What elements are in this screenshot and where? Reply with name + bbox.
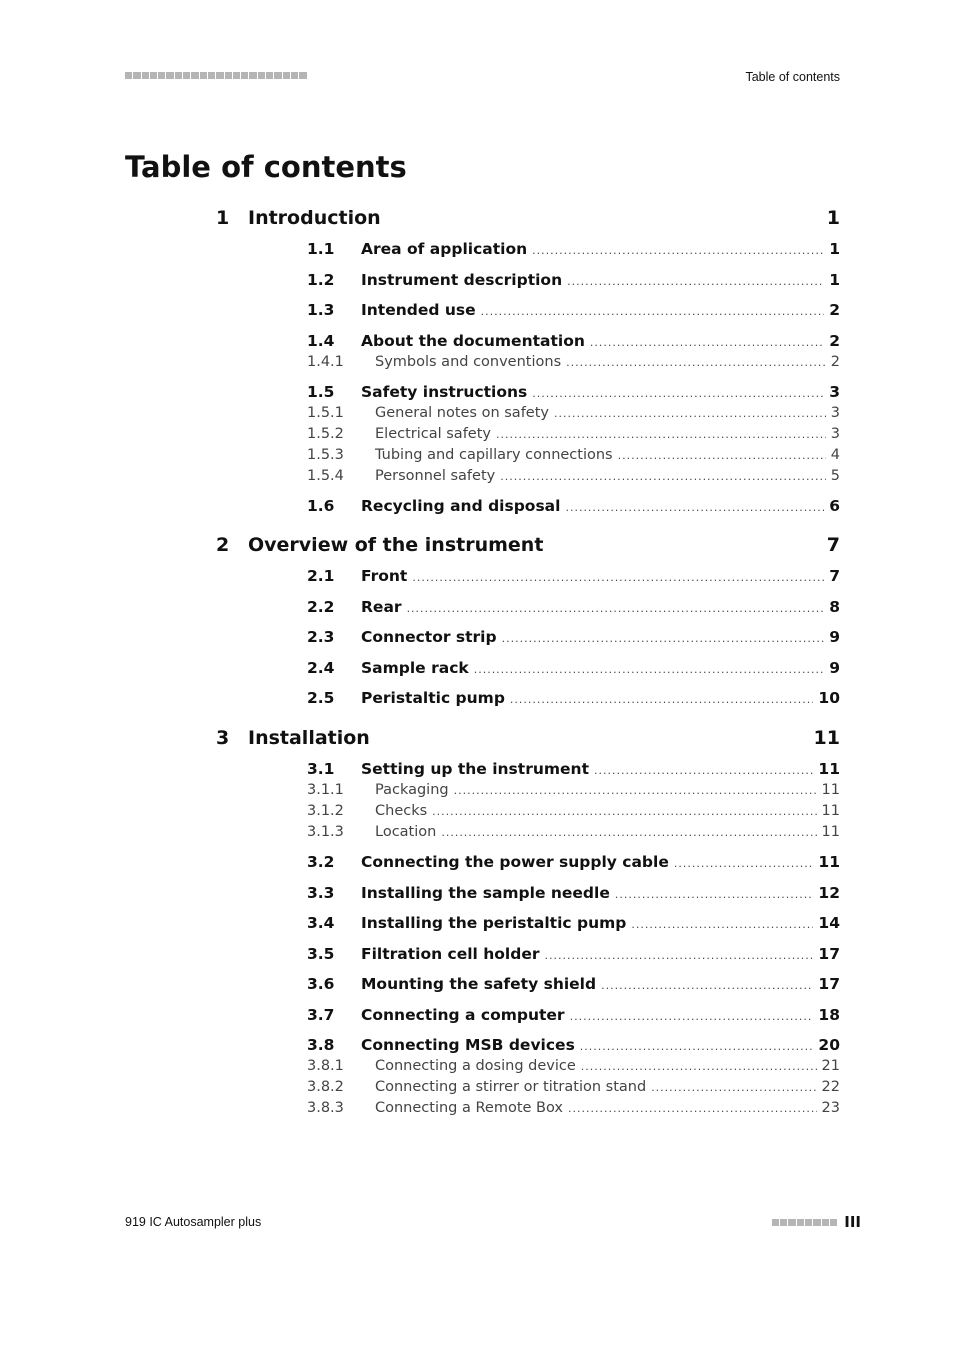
leader-dots	[441, 822, 816, 843]
toc-entry-1-4[interactable]	[307, 331, 840, 351]
toc-entry-3-1-2[interactable]	[307, 801, 840, 821]
header-decoration-squares	[125, 72, 307, 81]
toc-entry-3-1-1[interactable]	[307, 780, 840, 800]
toc-entry-1-5-3[interactable]	[307, 445, 840, 465]
entry-title: Packaging	[375, 782, 449, 798]
decoration-square	[158, 72, 165, 79]
entry-page: 3	[830, 405, 840, 421]
leader-dots	[432, 801, 816, 822]
leader-dots	[566, 352, 826, 373]
entry-page: 2	[829, 332, 840, 350]
entry-number: 1.5.4	[307, 468, 344, 484]
entry-title: General notes on safety	[375, 405, 549, 421]
entry-body	[375, 403, 840, 424]
leader-dots	[674, 852, 814, 874]
entry-number: 3.6	[307, 975, 335, 993]
chapter-title: Introduction	[248, 207, 381, 229]
toc-entry-3-8-2[interactable]	[307, 1077, 840, 1097]
entry-title: Connecting a stirrer or titration stand	[375, 1079, 647, 1095]
entry-body	[361, 658, 840, 680]
leader-dots	[618, 445, 826, 466]
toc-chapter-1[interactable]	[216, 206, 840, 230]
entry-title: Safety instructions	[361, 383, 528, 401]
entry-page: 6	[829, 497, 840, 515]
entry-number: 2.5	[307, 689, 335, 707]
entry-title: Rear	[361, 598, 402, 616]
entry-number: 3.8.2	[307, 1079, 344, 1095]
entry-body	[361, 1035, 840, 1057]
chapter-page: 1	[826, 207, 840, 229]
leader-dots	[545, 944, 814, 966]
entry-page: 23	[821, 1100, 840, 1116]
decoration-square	[283, 72, 290, 79]
entry-title: Mounting the safety shield	[361, 975, 597, 993]
leader-dots	[580, 1035, 814, 1057]
entry-body	[375, 352, 840, 373]
toc-entry-3-1-3[interactable]	[307, 822, 840, 842]
entry-title: Area of application	[361, 240, 528, 258]
entry-body	[375, 1056, 840, 1077]
entry-page: 9	[829, 659, 840, 677]
chapter-number: 2	[216, 534, 230, 556]
chapter-page: 11	[813, 727, 840, 749]
entry-page: 17	[818, 945, 840, 963]
decoration-square	[208, 72, 215, 79]
entry-body	[361, 270, 840, 292]
entry-number: 1.1	[307, 240, 335, 258]
leader-dots	[454, 780, 817, 801]
leader-dots	[502, 627, 825, 649]
decoration-square	[166, 72, 173, 79]
chapter-title: Overview of the instrument	[248, 534, 544, 556]
entry-title: Symbols and conventions	[375, 354, 562, 370]
entry-body	[361, 627, 840, 649]
entry-title: Filtration cell holder	[361, 945, 540, 963]
decoration-square	[830, 1219, 837, 1226]
decoration-square	[200, 72, 207, 79]
entry-number: 3.2	[307, 853, 335, 871]
chapter-number: 1	[216, 207, 230, 229]
toc-entry-2-5[interactable]	[307, 688, 840, 708]
leader-dots	[510, 688, 814, 710]
leader-dots	[570, 1005, 814, 1027]
decoration-square	[797, 1219, 804, 1226]
entry-title: Connecting a computer	[361, 1006, 565, 1024]
entry-number: 3.3	[307, 884, 335, 902]
entry-title: Connecting the power supply cable	[361, 853, 669, 871]
entry-title: About the documentation	[361, 332, 585, 350]
entry-title: Setting up the instrument	[361, 760, 589, 778]
leader-dots	[500, 466, 826, 487]
entry-page: 3	[830, 426, 840, 442]
toc-chapter-3[interactable]	[216, 726, 840, 750]
entry-title: Connector strip	[361, 628, 497, 646]
toc-entry-3-6[interactable]	[307, 974, 840, 994]
toc-entry-3-8-3[interactable]	[307, 1098, 840, 1118]
decoration-square	[125, 72, 132, 79]
decoration-square	[216, 72, 223, 79]
entry-body	[361, 759, 840, 781]
entry-number: 1.5.1	[307, 405, 344, 421]
decoration-square	[772, 1219, 779, 1226]
footer-page-number: III	[844, 1213, 861, 1231]
entry-body	[375, 445, 840, 466]
entry-body	[361, 331, 840, 353]
toc-entry-3-2[interactable]	[307, 852, 840, 872]
entry-number: 3.1.1	[307, 782, 344, 798]
entry-number: 2.2	[307, 598, 335, 616]
entry-number: 3.5	[307, 945, 335, 963]
toc-entry-1-5-1[interactable]	[307, 403, 840, 423]
leader-dots	[565, 496, 824, 518]
leader-dots	[631, 913, 813, 935]
toc-entry-3-7[interactable]	[307, 1005, 840, 1025]
chapter-page: 7	[826, 534, 840, 556]
entry-page: 8	[829, 598, 840, 616]
toc-entry-2-2[interactable]	[307, 597, 840, 617]
entry-page: 17	[818, 975, 840, 993]
decoration-square	[258, 72, 265, 79]
entry-number: 1.4.1	[307, 354, 344, 370]
entry-title: Intended use	[361, 301, 476, 319]
entry-page: 5	[830, 468, 840, 484]
entry-body	[375, 1098, 840, 1119]
entry-body	[361, 239, 840, 261]
chapter-title: Installation	[248, 727, 370, 749]
toc-entry-3-4[interactable]	[307, 913, 840, 933]
entry-number: 1.5	[307, 383, 335, 401]
decoration-square	[150, 72, 157, 79]
entry-page: 1	[829, 240, 840, 258]
entry-body	[375, 780, 840, 801]
leader-dots	[496, 424, 826, 445]
toc-entry-1-5-2[interactable]	[307, 424, 840, 444]
entry-page: 12	[818, 884, 840, 902]
decoration-square	[142, 72, 149, 79]
entry-body	[361, 852, 840, 874]
entry-title: Instrument description	[361, 271, 563, 289]
entry-title: Recycling and disposal	[361, 497, 561, 515]
entry-page: 11	[821, 803, 840, 819]
decoration-square	[225, 72, 232, 79]
entry-page: 9	[829, 628, 840, 646]
leader-dots	[594, 759, 813, 781]
entry-page: 18	[818, 1006, 840, 1024]
decoration-square	[233, 72, 240, 79]
entry-body	[361, 1005, 840, 1027]
entry-body	[361, 496, 840, 518]
entry-number: 3.1.2	[307, 803, 344, 819]
leader-dots	[481, 300, 825, 322]
entry-body	[375, 424, 840, 445]
entry-number: 3.8	[307, 1036, 335, 1054]
entry-number: 3.1	[307, 760, 335, 778]
entry-body	[361, 566, 840, 588]
leader-dots	[474, 658, 825, 680]
entry-page: 3	[829, 383, 840, 401]
page-title: Table of contents	[125, 150, 407, 184]
entry-page: 4	[830, 447, 840, 463]
entry-title: Front	[361, 567, 408, 585]
entry-body	[361, 382, 840, 404]
leader-dots	[601, 974, 813, 996]
entry-title: Tubing and capillary connections	[375, 447, 613, 463]
decoration-square	[291, 72, 298, 79]
entry-number: 3.1.3	[307, 824, 344, 840]
toc-entry-2-4[interactable]	[307, 658, 840, 678]
entry-page: 10	[818, 689, 840, 707]
leader-dots	[615, 883, 814, 905]
entry-title: Personnel safety	[375, 468, 496, 484]
entry-number: 3.4	[307, 914, 335, 932]
entry-page: 11	[821, 782, 840, 798]
entry-number: 1.3	[307, 301, 335, 319]
toc-entry-1-5-4[interactable]	[307, 466, 840, 486]
entry-body	[361, 913, 840, 935]
entry-page: 11	[821, 824, 840, 840]
decoration-square	[822, 1219, 829, 1226]
toc-entry-3-5[interactable]	[307, 944, 840, 964]
entry-page: 11	[818, 853, 840, 871]
toc-entry-3-8[interactable]	[307, 1035, 840, 1055]
entry-title: Checks	[375, 803, 428, 819]
decoration-square	[266, 72, 273, 79]
entry-body	[361, 300, 840, 322]
footer-page-block	[772, 1213, 861, 1231]
leader-dots	[532, 382, 824, 404]
leader-dots	[581, 1056, 817, 1077]
toc-entry-3-8-1[interactable]	[307, 1056, 840, 1076]
entry-number: 2.4	[307, 659, 335, 677]
entry-title: Location	[375, 824, 437, 840]
entry-number: 1.2	[307, 271, 335, 289]
entry-page: 20	[818, 1036, 840, 1054]
entry-number: 2.3	[307, 628, 335, 646]
leader-dots	[407, 597, 825, 619]
entry-number: 1.5.3	[307, 447, 344, 463]
decoration-square	[805, 1219, 812, 1226]
footer-decoration-squares	[772, 1219, 837, 1226]
decoration-square	[183, 72, 190, 79]
entry-page: 2	[829, 301, 840, 319]
entry-number: 3.8.1	[307, 1058, 344, 1074]
entry-number: 1.6	[307, 497, 335, 515]
entry-body	[375, 801, 840, 822]
toc-entry-1-3[interactable]	[307, 300, 840, 320]
entry-title: Installing the sample needle	[361, 884, 610, 902]
leader-dots	[651, 1077, 816, 1098]
leader-dots	[412, 566, 824, 588]
decoration-square	[133, 72, 140, 79]
decoration-square	[813, 1219, 820, 1226]
decoration-square	[191, 72, 198, 79]
entry-number: 3.7	[307, 1006, 335, 1024]
decoration-square	[788, 1219, 795, 1226]
leader-dots	[567, 270, 824, 292]
entry-title: Sample rack	[361, 659, 469, 677]
entry-page: 22	[821, 1079, 840, 1095]
toc-entry-1-2[interactable]	[307, 270, 840, 290]
entry-page: 7	[829, 567, 840, 585]
entry-number: 2.1	[307, 567, 335, 585]
entry-title: Connecting a Remote Box	[375, 1100, 563, 1116]
entry-number: 3.8.3	[307, 1100, 344, 1116]
entry-body	[375, 822, 840, 843]
entry-page: 14	[818, 914, 840, 932]
entry-body	[361, 974, 840, 996]
leader-dots	[568, 1098, 817, 1119]
leader-dots	[554, 403, 826, 424]
entry-title: Connecting a dosing device	[375, 1058, 576, 1074]
leader-dots	[532, 239, 824, 261]
decoration-square	[780, 1219, 787, 1226]
decoration-square	[241, 72, 248, 79]
entry-body	[361, 944, 840, 966]
decoration-square	[249, 72, 256, 79]
toc-chapter-2[interactable]	[216, 533, 840, 557]
toc-entry-1-4-1[interactable]	[307, 352, 840, 372]
toc-entry-1-6[interactable]	[307, 496, 840, 516]
toc-entry-2-1[interactable]	[307, 566, 840, 586]
entry-body	[361, 883, 840, 905]
entry-body	[361, 597, 840, 619]
chapter-number: 3	[216, 727, 230, 749]
entry-page: 2	[830, 354, 840, 370]
toc-entry-3-1[interactable]	[307, 759, 840, 779]
decoration-square	[175, 72, 182, 79]
entry-body	[361, 688, 840, 710]
footer-product-name: 919 IC Autosampler plus	[125, 1215, 262, 1229]
entry-title: Electrical safety	[375, 426, 491, 442]
entry-title: Installing the peristaltic pump	[361, 914, 627, 932]
entry-page: 21	[821, 1058, 840, 1074]
toc-entry-1-1[interactable]	[307, 239, 840, 259]
entry-page: 1	[829, 271, 840, 289]
entry-number: 1.5.2	[307, 426, 344, 442]
header-running-title: Table of contents	[745, 70, 840, 84]
entry-body	[375, 466, 840, 487]
decoration-square	[299, 72, 306, 79]
toc-entry-2-3[interactable]	[307, 627, 840, 647]
leader-dots	[590, 331, 824, 353]
entry-page: 11	[818, 760, 840, 778]
entry-body	[375, 1077, 840, 1098]
entry-number: 1.4	[307, 332, 335, 350]
toc-entry-3-3[interactable]	[307, 883, 840, 903]
toc-entry-1-5[interactable]	[307, 382, 840, 402]
decoration-square	[274, 72, 281, 79]
entry-title: Peristaltic pump	[361, 689, 505, 707]
entry-title: Connecting MSB devices	[361, 1036, 575, 1054]
